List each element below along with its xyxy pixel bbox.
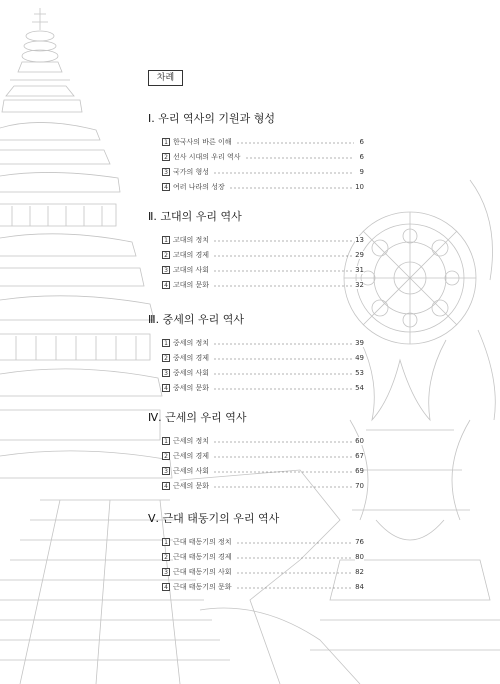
entry-title: 근대 태동기의 문화 — [173, 582, 232, 591]
page-number: 13 — [355, 235, 364, 244]
dot-leader — [236, 572, 354, 574]
page-number: 39 — [355, 338, 364, 347]
toc-entry[interactable] — [162, 365, 364, 380]
entry-title: 고대의 사회 — [173, 265, 210, 274]
entry-number-box: 4 — [162, 384, 170, 392]
toc-entry[interactable] — [162, 164, 364, 179]
toc-entry[interactable] — [162, 262, 364, 277]
section-title[interactable]: Ⅱ. 고대의 우리 역사 — [148, 210, 242, 223]
entry-number-box: 1 — [162, 236, 170, 244]
entry-title: 근세의 문화 — [173, 481, 210, 490]
entry-number-box: 4 — [162, 281, 170, 289]
page-number: 70 — [355, 481, 364, 490]
toc-entry[interactable] — [162, 534, 364, 549]
toc-entry[interactable] — [162, 448, 364, 463]
page-number: 84 — [355, 582, 364, 591]
entry-number-box: 3 — [162, 467, 170, 475]
toc-entry[interactable] — [162, 579, 364, 594]
dot-leader — [236, 142, 354, 144]
entry-number-box: 2 — [162, 251, 170, 259]
entry-title: 고대의 경제 — [173, 250, 210, 259]
entry-title: 고대의 문화 — [173, 280, 210, 289]
page-number: 31 — [355, 265, 364, 274]
page-number: 9 — [356, 168, 364, 176]
entry-title: 근세의 사회 — [173, 466, 210, 475]
toc-section — [148, 210, 364, 292]
dot-leader — [213, 343, 353, 345]
dot-leader — [213, 441, 353, 443]
dot-leader — [213, 471, 353, 473]
page-number: 49 — [355, 353, 364, 362]
entry-number-box: 3 — [162, 266, 170, 274]
entry-number-box: 2 — [162, 153, 170, 161]
toc-entry[interactable] — [162, 549, 364, 564]
dot-leader — [213, 456, 353, 458]
dot-leader — [229, 187, 353, 189]
entry-title: 근대 태동기의 경제 — [173, 552, 232, 561]
entry-title: 여러 나라의 성장 — [173, 182, 225, 191]
toc-entry[interactable] — [162, 564, 364, 579]
dot-leader — [213, 373, 353, 375]
toc-section — [148, 112, 364, 194]
dot-leader — [236, 542, 354, 544]
dot-leader — [213, 255, 353, 257]
dot-leader — [213, 388, 353, 390]
toc-entry[interactable] — [162, 463, 364, 478]
entry-title: 국가의 형성 — [173, 167, 210, 176]
entry-title: 중세의 정치 — [173, 338, 210, 347]
page-number: 54 — [355, 383, 364, 392]
entry-number-box: 4 — [162, 583, 170, 591]
page-number: 82 — [355, 567, 364, 576]
dot-leader — [213, 270, 353, 272]
toc-entry[interactable] — [162, 380, 364, 395]
toc-entry[interactable] — [162, 179, 364, 194]
page-number: 53 — [355, 368, 364, 377]
entry-number-box: 3 — [162, 568, 170, 576]
page-number: 76 — [355, 537, 364, 546]
dot-leader — [245, 157, 354, 159]
entry-title: 고대의 정치 — [173, 235, 210, 244]
page-number: 10 — [355, 182, 364, 191]
dot-leader — [213, 486, 353, 488]
toc-entry[interactable] — [162, 433, 364, 448]
entry-number-box: 1 — [162, 538, 170, 546]
entry-number-box: 4 — [162, 482, 170, 490]
entry-number-box: 1 — [162, 339, 170, 347]
entry-title: 한국사의 바른 이해 — [173, 137, 232, 146]
entry-title: 중세의 문화 — [173, 383, 210, 392]
toc-label: 차례 — [148, 70, 183, 86]
toc-entry[interactable] — [162, 247, 364, 262]
dot-leader — [236, 587, 354, 589]
toc-entry[interactable] — [162, 277, 364, 292]
dot-leader — [213, 240, 353, 242]
section-title[interactable]: Ⅴ. 근대 태동기의 우리 역사 — [148, 512, 280, 525]
entry-title: 근대 태동기의 정치 — [173, 537, 232, 546]
toc-entry[interactable] — [162, 335, 364, 350]
toc-entry[interactable] — [162, 134, 364, 149]
dot-leader — [213, 172, 354, 174]
entry-number-box: 2 — [162, 452, 170, 460]
section-title[interactable]: Ⅰ. 우리 역사의 기원과 형성 — [148, 112, 275, 125]
dot-leader — [236, 557, 354, 559]
entry-title: 선사 시대의 우리 역사 — [173, 152, 241, 161]
dot-leader — [213, 285, 353, 287]
page-number: 80 — [355, 552, 364, 561]
entry-title: 중세의 경제 — [173, 353, 210, 362]
page-number: 29 — [355, 250, 364, 259]
entry-number-box: 2 — [162, 553, 170, 561]
page-number: 60 — [355, 436, 364, 445]
toc-section — [148, 512, 364, 594]
page-number: 6 — [356, 138, 364, 146]
page-number: 6 — [356, 153, 364, 161]
entry-title: 근세의 정치 — [173, 436, 210, 445]
toc-entry[interactable] — [162, 478, 364, 493]
toc-entry[interactable] — [162, 149, 364, 164]
dot-leader — [213, 358, 353, 360]
entry-number-box: 1 — [162, 437, 170, 445]
entry-number-box: 3 — [162, 168, 170, 176]
entry-title: 근세의 경제 — [173, 451, 210, 460]
entry-title: 근대 태동기의 사회 — [173, 567, 232, 576]
toc-entry[interactable] — [162, 350, 364, 365]
toc-section — [148, 313, 364, 395]
toc-entry[interactable] — [162, 232, 364, 247]
page-number: 69 — [355, 466, 364, 475]
entry-number-box: 1 — [162, 138, 170, 146]
entry-number-box: 2 — [162, 354, 170, 362]
page-number: 32 — [355, 280, 364, 289]
toc-section — [148, 411, 364, 493]
page-number: 67 — [355, 451, 364, 460]
entry-title: 중세의 사회 — [173, 368, 210, 377]
section-title[interactable]: Ⅲ. 중세의 우리 역사 — [148, 313, 244, 326]
entry-number-box: 3 — [162, 369, 170, 377]
section-title[interactable]: Ⅳ. 근세의 우리 역사 — [148, 411, 247, 424]
entry-number-box: 4 — [162, 183, 170, 191]
